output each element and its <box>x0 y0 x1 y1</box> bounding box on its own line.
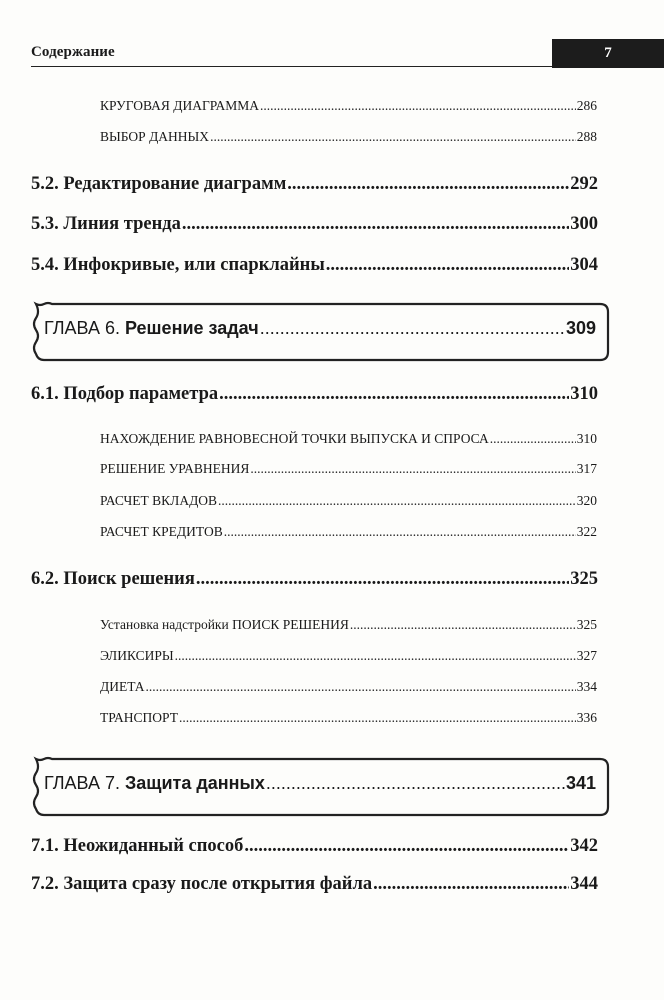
chapter-title: Защита данных <box>124 773 265 793</box>
toc-section[interactable] <box>31 836 598 857</box>
toc-section[interactable] <box>31 569 598 590</box>
toc-section[interactable] <box>31 214 598 235</box>
toc-entry-page: 286 <box>576 98 597 113</box>
toc-entry-title: НАХОЖДЕНИЕ РАВНОВЕСНОЙ ТОЧКИ ВЫПУСКА И СПРОСА <box>100 431 489 446</box>
toc-entry-title: ДИЕТА <box>100 679 145 694</box>
toc-entry-page: 336 <box>576 710 597 725</box>
toc-entry-title: 5.2. Редактирование диаграмм <box>31 174 287 194</box>
toc-section[interactable] <box>31 255 598 276</box>
toc-entry-title: ВЫБОР ДАННЫХ <box>100 129 210 144</box>
toc-subentry[interactable] <box>100 461 597 477</box>
toc-entry-page: 334 <box>576 679 597 694</box>
toc-entry-page: 327 <box>576 648 597 663</box>
toc-entry-page: 310 <box>576 431 597 446</box>
toc-entry-page: 325 <box>576 617 597 632</box>
chapter-heading[interactable] <box>30 300 612 364</box>
chapter-heading[interactable] <box>30 755 612 819</box>
running-title: Содержание <box>31 44 115 60</box>
toc-section[interactable] <box>31 174 598 195</box>
dot-leader <box>219 384 569 405</box>
toc-subentry[interactable] <box>100 493 597 509</box>
toc-subentry[interactable] <box>100 98 597 114</box>
toc-entry-page: 317 <box>576 461 597 476</box>
dot-leader <box>266 773 565 794</box>
toc-entry-page: 325 <box>570 569 598 589</box>
toc-subentry[interactable] <box>100 679 597 695</box>
toc-entry-page: 342 <box>570 836 598 856</box>
toc-entry-title: 7.2. Защита сразу после открытия файла <box>31 874 373 894</box>
toc-entry-title: РАСЧЕТ КРЕДИТОВ <box>100 524 223 539</box>
toc-entry-title: РЕШЕНИЕ УРАВНЕНИЯ <box>100 461 250 476</box>
dot-leader <box>260 318 565 339</box>
toc-entry-page: 344 <box>570 874 598 894</box>
dot-leader <box>179 710 576 726</box>
chapter-page: 341 <box>565 773 596 793</box>
toc-entry-title: ТРАНСПОРТ <box>100 710 178 725</box>
toc-entry-page: 292 <box>570 174 598 194</box>
toc-entry-title: 7.1. Неожиданный способ <box>31 836 244 856</box>
page-header <box>0 0 664 70</box>
dot-leader <box>182 214 569 235</box>
toc-entry-title: 6.2. Поиск решения <box>31 569 195 589</box>
toc-entry-title: 5.4. Инфокривые, или спарклайны <box>31 255 325 275</box>
chapter-title: Решение задач <box>124 318 259 338</box>
toc-entry-page: 310 <box>570 384 598 404</box>
dot-leader <box>350 617 576 633</box>
toc-subentry[interactable] <box>100 431 597 447</box>
dot-leader <box>287 174 569 195</box>
dot-leader <box>373 874 569 895</box>
toc-entry-title: 6.1. Подбор параметра <box>31 384 219 404</box>
toc-entry-title: 5.3. Линия тренда <box>31 214 181 234</box>
toc-entry-title: ЭЛИКСИРЫ <box>100 648 174 663</box>
chapter-number: ГЛАВА 6. <box>44 318 120 338</box>
page-number: 7 <box>552 39 664 68</box>
chapter-page: 309 <box>565 318 596 338</box>
toc-entry-title: Установка надстройки ПОИСК РЕШЕНИЯ <box>100 617 349 632</box>
dot-leader <box>224 524 576 540</box>
toc-subentry[interactable] <box>100 648 597 664</box>
toc-section[interactable] <box>31 874 598 895</box>
dot-leader <box>175 648 576 664</box>
dot-leader <box>196 569 569 590</box>
dot-leader <box>244 836 569 857</box>
toc-entry-page: 320 <box>576 493 597 508</box>
toc-subentry[interactable] <box>100 129 597 145</box>
toc-entry-page: 300 <box>570 214 598 234</box>
dot-leader <box>490 431 576 447</box>
dot-leader <box>210 129 576 145</box>
dot-leader <box>326 255 569 276</box>
dot-leader <box>250 461 575 477</box>
toc-subentry[interactable] <box>100 524 597 540</box>
dot-leader <box>260 98 576 114</box>
toc-entry-page: 288 <box>576 129 597 144</box>
toc-subentry[interactable] <box>100 617 597 633</box>
dot-leader <box>218 493 576 509</box>
toc-entry-page: 322 <box>576 524 597 539</box>
chapter-number: ГЛАВА 7. <box>44 773 120 793</box>
dot-leader <box>146 679 576 695</box>
toc-entry-title: КРУГОВАЯ ДИАГРАММА <box>100 98 260 113</box>
toc-subentry[interactable] <box>100 710 597 726</box>
toc-entry-title: РАСЧЕТ ВКЛАДОВ <box>100 493 218 508</box>
toc-section[interactable] <box>31 384 598 405</box>
toc-entry-page: 304 <box>570 255 598 275</box>
header-rule <box>31 66 552 67</box>
